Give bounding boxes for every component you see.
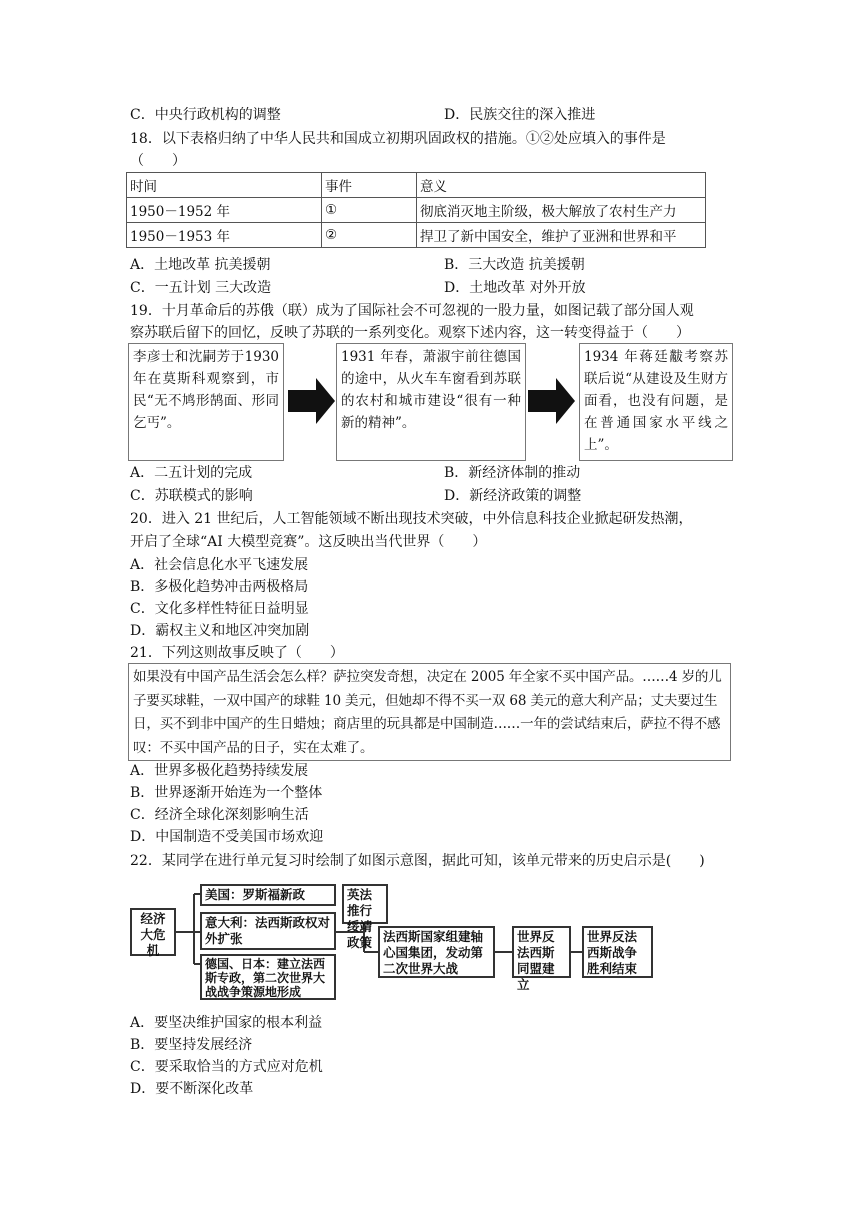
q22-option-c: C．要采取恰当的方式应对危机 <box>130 1059 323 1075</box>
table-cell: 捍卫了新中国安全，维护了亚洲和世界和平 <box>417 223 706 248</box>
q20-stem-2: 开启了全球“AI 大模型竞赛”。这反映出当代世界（ ） <box>130 534 487 550</box>
q19-option-d: D．新经济政策的调整 <box>444 488 582 504</box>
table-cell: ① <box>322 198 417 223</box>
right-arrow-icon <box>528 376 576 426</box>
q21-option-b: B．世界逐渐开始连为一个整体 <box>130 785 323 801</box>
table-cell: 彻底消灭地主阶级，极大解放了农村生产力 <box>417 198 706 223</box>
q19-box-3-text: 1934 年蒋廷黻考察苏联后说“从建设及生财方面看，也没有问题，是在普通国家水平线之上”。 <box>584 349 728 453</box>
q19-box-1 <box>128 343 284 461</box>
q19-option-a: A．二五计划的完成 <box>130 465 253 481</box>
diagram-germany-japan: 德国、日本：建立法西斯专政，第二次世界大战战争策源地形成 <box>200 954 336 1000</box>
q21-story-box <box>128 663 731 761</box>
right-arrow-icon <box>288 376 336 426</box>
q18-option-d: D．土地改革 对外开放 <box>444 280 586 296</box>
table-header-row <box>127 173 706 198</box>
diagram-italy: 意大利：法西斯政权对外扩张 <box>200 912 336 950</box>
diagram-usa: 美国：罗斯福新政 <box>200 884 336 906</box>
q19-stem-2: 察苏联后留下的回忆，反映了苏联的一系列变化。观察下述内容，这一转变得益于（ ） <box>130 325 690 341</box>
table-header-cell: 事件 <box>322 173 417 198</box>
table-row <box>127 223 706 248</box>
table-cell: ② <box>322 223 417 248</box>
q17-option-c: C．中央行政机构的调整 <box>130 107 281 123</box>
q18-option-a: A．土地改革 抗美援朝 <box>130 257 271 273</box>
q20-option-c: C．文化多样性特征日益明显 <box>130 601 309 617</box>
q21-story-text: 如果没有中国产品生活会怎么样？萨拉突发奇想，决定在 2005 年全家不买中国产品。……4 岁的儿子要买球鞋，一双中国产的球鞋 10 美元，但她却不得不买一双 68 美元的意大利产品；丈夫要过生日，买不到非中国产的生日蜡烛；商店里的玩具都是中国制造……一年的尝试结束后，萨拉不得不感叹：不买中国产品的日子，实在太难了。 <box>133 669 722 756</box>
q18-option-c: C．一五计划 三大改造 <box>130 280 272 296</box>
table-cell: 1950－1952 年 <box>127 198 322 223</box>
q22-diagram <box>128 880 658 1004</box>
q19-box-2 <box>336 343 526 461</box>
q21-option-d: D．中国制造不受美国市场欢迎 <box>130 829 324 845</box>
diagram-appeasement: 英法推行绥靖政策 <box>342 884 388 924</box>
q21-option-a: A．世界多极化趋势持续发展 <box>130 763 309 779</box>
diagram-crisis: 经济大危机 <box>130 908 176 956</box>
q18-table <box>126 172 706 248</box>
diagram-alliance: 世界反法西斯同盟建立 <box>512 926 571 978</box>
q18-stem: 18．以下表格归纳了中华人民共和国成立初期巩固政权的措施。①②处应填入的事件是 <box>130 131 666 147</box>
table-header-cell: 时间 <box>127 173 322 198</box>
q22-option-b: B．要坚持发展经济 <box>130 1037 253 1053</box>
q22-stem: 22．某同学在进行单元复习时绘制了如图示意图，据此可知，该单元带来的历史启示是( ) <box>130 853 705 869</box>
q19-box-2-text: 1931 年春，萧淑宇前往德国的途中，从火车车窗看到苏联的农村和城市建设“很有一种新的精神”。 <box>341 349 521 431</box>
q21-option-c: C．经济全球化深刻影响生活 <box>130 807 309 823</box>
q17-option-d: D．民族交往的深入推进 <box>444 107 596 123</box>
q18-stem-bracket: （ ） <box>130 153 186 169</box>
q20-stem: 20．进入 21 世纪后，人工智能领域不断出现技术突破，中外信息科技企业掀起研发热潮， <box>130 511 693 527</box>
diagram-victory: 世界反法西斯战争胜利结束 <box>582 926 653 978</box>
q20-option-d: D．霸权主义和地区冲突加剧 <box>130 623 310 639</box>
q22-option-a: A．要坚决维护国家的根本利益 <box>130 1015 323 1031</box>
q19-option-c: C．苏联模式的影响 <box>130 488 253 504</box>
q18-option-b: B．三大改造 抗美援朝 <box>444 257 585 273</box>
q20-option-a: A．社会信息化水平飞速发展 <box>130 557 309 573</box>
table-header-cell: 意义 <box>417 173 706 198</box>
q19-stem: 19．十月革命后的苏俄（联）成为了国际社会不可忽视的一股力量，如图记载了部分国人观 <box>130 303 694 319</box>
q19-option-b: B．新经济体制的推动 <box>444 465 581 481</box>
q22-option-d: D．要不断深化改革 <box>130 1081 254 1097</box>
q21-stem: 21．下列这则故事反映了（ ） <box>130 645 344 661</box>
q19-box-3 <box>579 343 733 461</box>
q20-option-b: B．多极化趋势冲击两极格局 <box>130 579 309 595</box>
q19-box-1-text: 李彦士和沈嗣芳于1930 年在莫斯科观察到，市民“无不鸠形鹄面、形同乞丐”。 <box>133 349 279 431</box>
diagram-axis: 法西斯国家组建轴心国集团，发动第二次世界大战 <box>378 926 495 978</box>
table-cell: 1950－1953 年 <box>127 223 322 248</box>
table-row <box>127 198 706 223</box>
